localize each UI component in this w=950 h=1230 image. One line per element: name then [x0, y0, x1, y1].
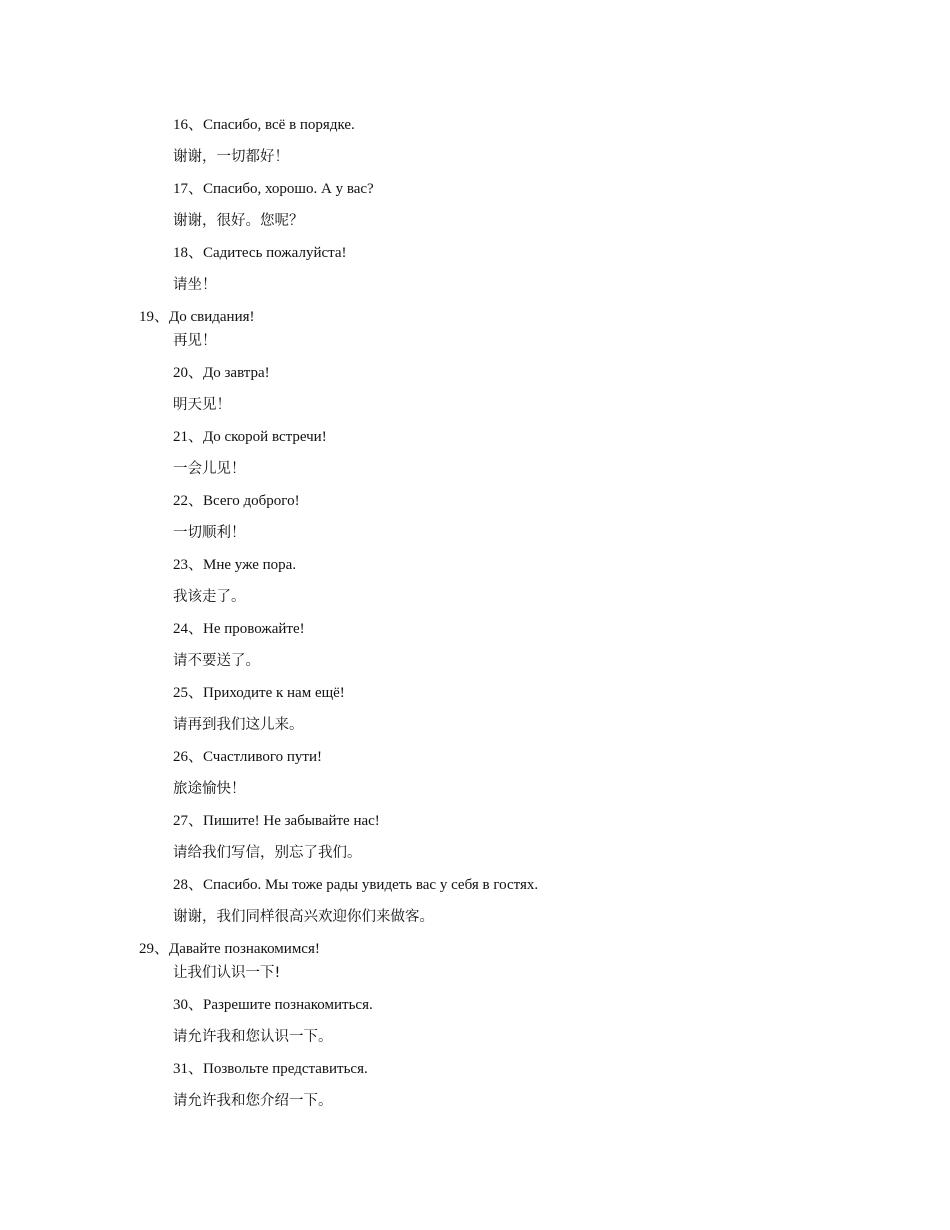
phrase-zh: 再见！ — [173, 333, 217, 349]
phrase-ru: 25、Приходите к нам ещё! — [173, 685, 345, 701]
phrase-zh: 请允许我和您介绍一下。 — [173, 1093, 333, 1109]
phrase-ru: 22、Всего доброго! — [173, 493, 300, 509]
phrase-zh: 请允许我和您认识一下。 — [173, 1029, 333, 1045]
phrase-ru: 21、До скорой встречи! — [173, 429, 327, 445]
phrase-zh: 谢谢，我们同样很高兴欢迎你们来做客。 — [173, 909, 434, 925]
phrase-ru: 17、Спасибо, хорошо. А у вас? — [173, 181, 374, 197]
phrase-ru: 30、Разрешите познакомиться. — [173, 997, 373, 1013]
phrase-zh: 请不要送了。 — [173, 653, 260, 669]
phrase-ru: 20、До завтра! — [173, 365, 270, 381]
phrase-zh: 一切顺利！ — [173, 525, 246, 541]
phrase-ru: 23、Мне уже пора. — [173, 557, 297, 573]
phrase-zh: 谢谢，一切都好！ — [173, 149, 289, 165]
phrase-zh: 旅途愉快！ — [173, 781, 246, 797]
phrase-ru: 18、Садитесь пожалуйста! — [173, 245, 347, 261]
phrase-zh: 请再到我们这儿来。 — [173, 717, 304, 733]
phrase-ru: 26、Счастливого пути! — [173, 749, 322, 765]
phrase-zh: 明天见！ — [173, 397, 231, 413]
phrase-ru: 19、До свидания! — [139, 309, 255, 325]
phrase-ru: 16、Спасибо, всё в порядке. — [173, 117, 355, 133]
phrase-zh: 请坐！ — [173, 277, 217, 293]
phrase-zh: 请给我们写信，别忘了我们。 — [173, 845, 362, 861]
phrase-ru: 29、Давайте познакомимся! — [139, 941, 320, 957]
phrase-zh: 一会儿见！ — [173, 461, 246, 477]
phrase-ru: 31、Позвольте представиться. — [173, 1061, 368, 1077]
phrase-zh: 让我们认识一下! — [173, 965, 281, 981]
phrase-zh: 谢谢，很好。您呢？ — [173, 213, 304, 229]
phrase-zh: 我该走了。 — [173, 589, 246, 605]
phrase-ru: 28、Спасибо. Мы тоже рады увидеть вас у себя в гостях. — [173, 877, 539, 893]
phrase-ru: 24、Не провожайте! — [173, 621, 305, 637]
phrase-ru: 27、Пишите! Не забывайте нас! — [173, 813, 380, 829]
